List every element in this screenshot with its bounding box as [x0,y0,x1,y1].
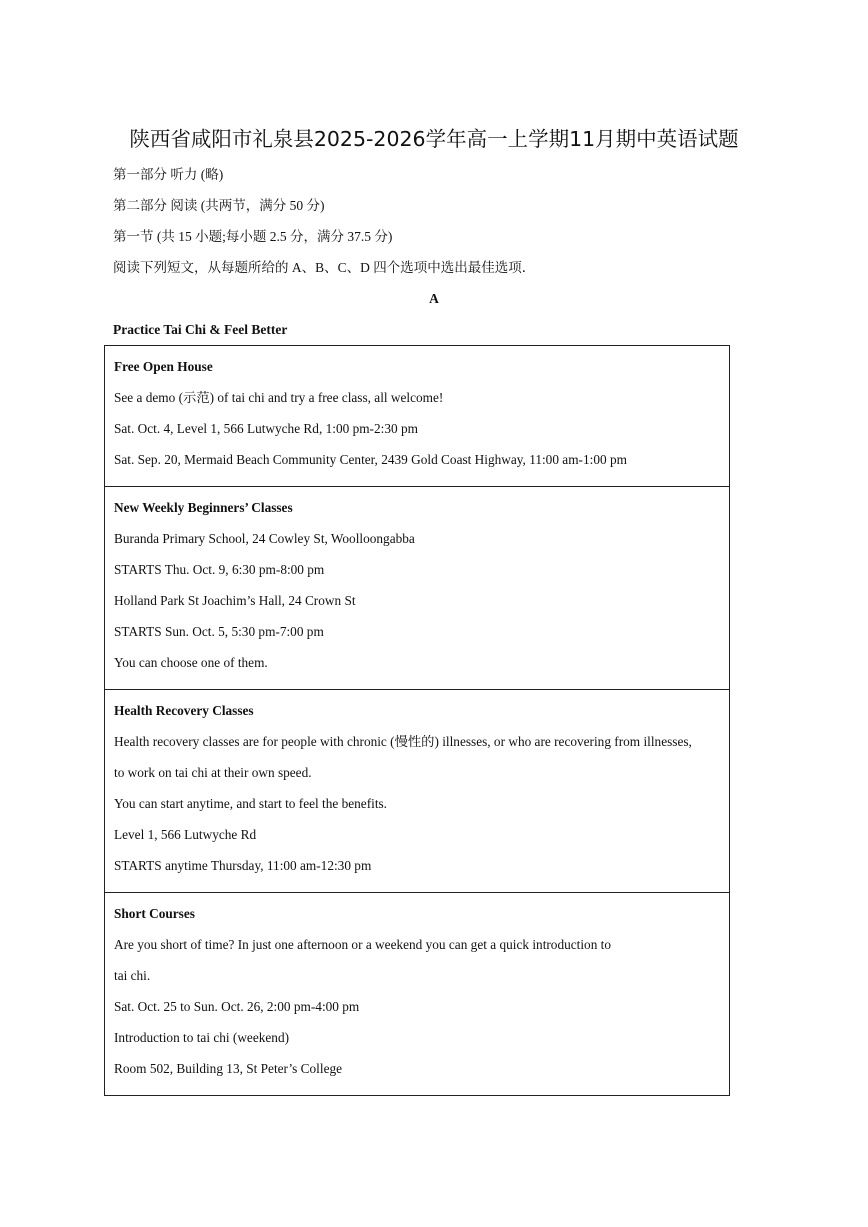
section-heading: Free Open House [114,359,213,374]
instructions-line: 阅读下列短文，从每题所给的 A、B、C、D 四个选项中选出最佳选项． [113,260,536,275]
section-line: to work on tai chi at their own speed. [114,765,312,780]
section-beginners-classes [105,486,729,689]
section-health-recovery [105,689,729,892]
section-line: STARTS anytime Thursday, 11:00 am-12:30 pm [114,858,372,873]
section-line: Sat. Sep. 20, Mermaid Beach Community Center, 2439 Gold Coast Highway, 11:00 am-1:00 pm [114,452,627,467]
section-heading: Health Recovery Classes [114,703,254,718]
section-line: You can start anytime, and start to feel the benefits. [114,796,388,811]
passage-title: Practice Tai Chi & Feel Better [113,322,288,337]
passage-label: A [429,291,439,306]
section-line: You can choose one of them. [114,655,268,670]
section-line: Are you short of time? In just one afternoon or a weekend you can get a quick introduction to [114,937,612,952]
section-line: Holland Park St Joachim’s Hall, 24 Crown St [114,593,356,608]
section-line: See a demo (示范) of tai chi and try a free class, all welcome! [114,390,444,405]
section-line: STARTS Sun. Oct. 5, 5:30 pm-7:00 pm [114,624,324,639]
section-line: Room 502, Building 13, St Peter’s College [114,1061,343,1076]
part-one-line: 第一部分 听力 (略) [113,167,224,182]
section-heading: Short Courses [114,906,195,921]
section-line: tai chi. [114,968,151,983]
section-line: Sat. Oct. 4, Level 1, 566 Lutwyche Rd, 1:00 pm-2:30 pm [114,421,418,436]
tai-chi-schedule-table [104,345,730,1096]
section-short-courses [105,892,729,1095]
section-one-line: 第一节 (共 15 小题;每小题 2.5 分，满分 37.5 分) [113,229,393,244]
section-free-open-house [105,346,729,486]
section-line: STARTS Thu. Oct. 9, 6:30 pm-8:00 pm [114,562,325,577]
section-line: Buranda Primary School, 24 Cowley St, Woolloongabba [114,531,415,546]
part-two-line: 第二部分 阅读 (共两节，满分 50 分) [113,198,325,213]
section-line: Health recovery classes are for people with chronic (慢性的) illnesses, or who are recovering from illnesses, [114,734,692,749]
section-line: Sat. Oct. 25 to Sun. Oct. 26, 2:00 pm-4:00 pm [114,999,360,1014]
section-line: Introduction to tai chi (weekend) [114,1030,290,1045]
section-heading: New Weekly Beginners’ Classes [114,500,293,515]
section-line: Level 1, 566 Lutwyche Rd [114,827,257,842]
exam-title: 陕西省咸阳市礼泉县2025-2026学年高一上学期11月期中英语试题 [129,127,739,151]
